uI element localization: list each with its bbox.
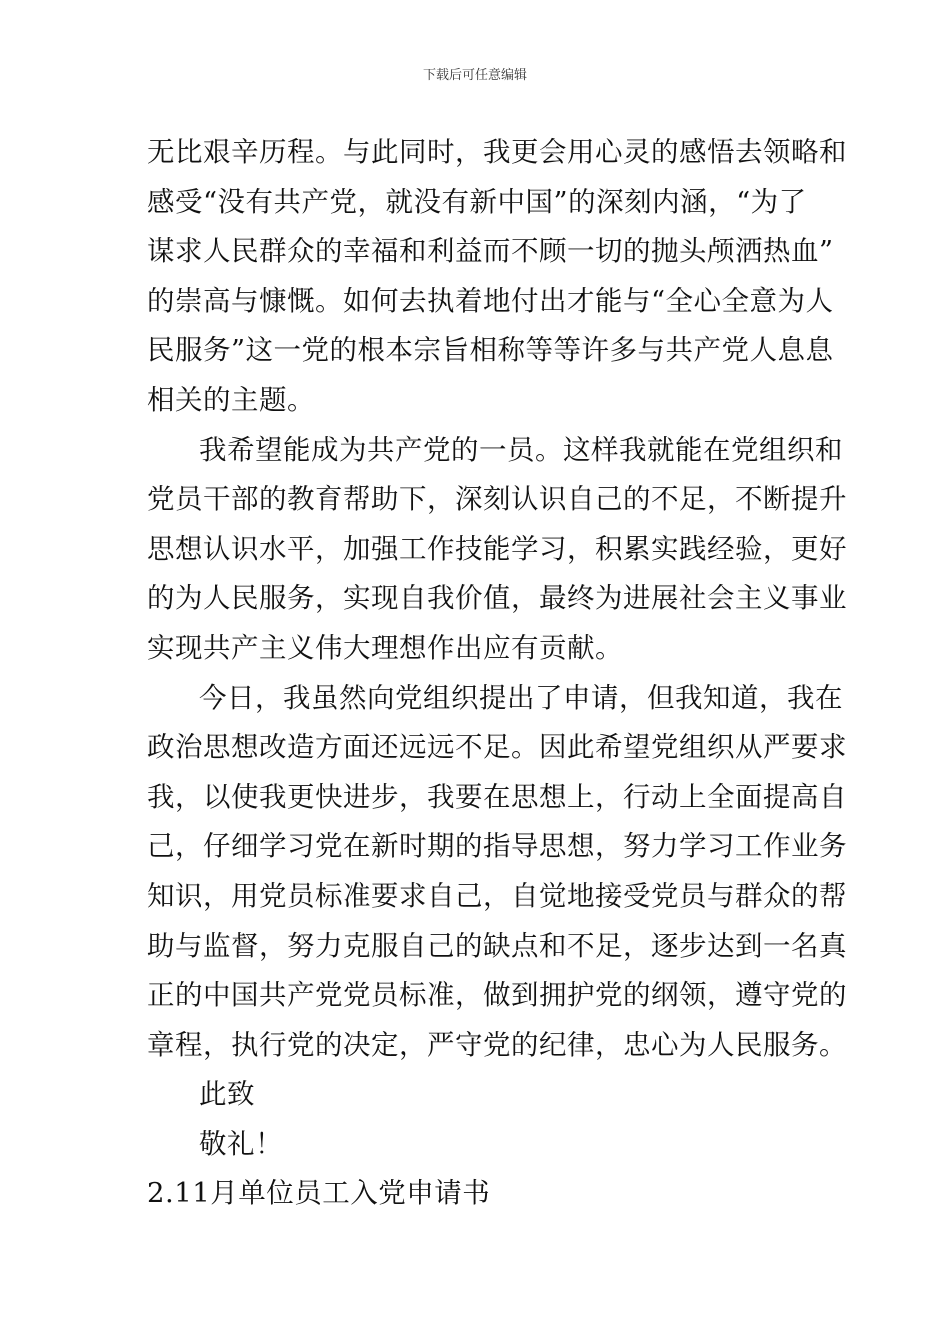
- text-line: 我希望能成为共产党的一员。这样我就能在党组织和: [199, 433, 843, 466]
- text-line: 党员干部的教育帮助下，深刻认识自己的不足，不断提升: [147, 483, 847, 516]
- text-line: 助与监督，努力克服自己的缺点和不足，逐步达到一名真: [147, 929, 847, 962]
- text-line: 思想认识水平，加强工作技能学习，积累实践经验，更好: [147, 532, 847, 565]
- text-line: 章程，执行党的决定，严守党的纪律，忠心为人民服务。: [147, 1028, 847, 1061]
- text-line: 相关的主题。: [147, 383, 315, 416]
- page-header: 下载后可任意编辑: [422, 68, 527, 83]
- text-line: 谋求人民群众的幸福和利益而不顾一切的抛头颅洒热血”: [147, 235, 834, 268]
- text-line: 我，以使我更快进步，我要在思想上，行动上全面提高自: [147, 780, 847, 813]
- text-line: 感受“没有共产党，就没有新中国”的深刻内涵，“为了: [147, 185, 807, 218]
- text-line: 的崇高与慷慨。如何去执着地付出才能与“全心全意为人: [147, 284, 834, 317]
- text-line: 政治思想改造方面还远远不足。因此希望党组织从严要求: [147, 731, 847, 764]
- text-line: 正的中国共产党党员标准，做到拥护党的纲领，遵守党的: [147, 979, 847, 1012]
- text-line: 今日，我虽然向党组织提出了申请，但我知道，我在: [199, 681, 843, 714]
- text-line: 民服务”这一党的根本宗旨相称等等许多与共产党人息息: [147, 334, 834, 367]
- text-line: 敬礼！: [199, 1127, 283, 1160]
- text-line: 此致: [199, 1078, 255, 1111]
- text-line: 己，仔细学习党在新时期的指导思想，努力学习工作业务: [147, 830, 847, 863]
- text-line: 实现共产主义伟大理想作出应有贡献。: [147, 631, 623, 664]
- text-line: 的为人民服务，实现自我价值，最终为进展社会主义事业: [147, 582, 847, 615]
- document-body: [147, 128, 847, 1219]
- text-line: 无比艰辛历程。与此同时，我更会用心灵的感悟去领略和: [147, 136, 847, 168]
- section-heading: 2.11月单位员工入党申请书: [147, 1177, 491, 1210]
- text-line: 知识，用党员标准要求自己，自觉地接受党员与群众的帮: [147, 879, 847, 912]
